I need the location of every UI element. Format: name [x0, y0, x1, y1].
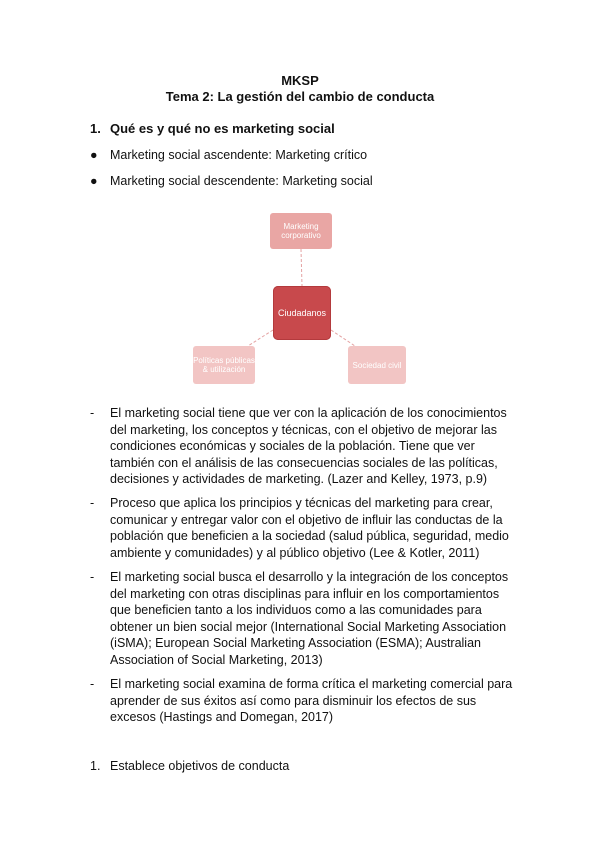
definition-item [90, 405, 520, 488]
dash-marker: - [90, 406, 95, 420]
connector-top [301, 249, 302, 286]
diagram-node-right: Sociedad civil [348, 346, 406, 384]
connector-left [248, 330, 273, 346]
diagram-node-left: Políticas públicas & utilización [193, 346, 255, 384]
dash-marker: - [90, 677, 95, 691]
definition-text: Proceso que aplica los principios y técnicas del marketing para crear, comunicar y entregar valor con el objetivo de influir las conductas de la población que beneficien a la sociedad (salud pública, seguridad, medio ambiente y comunidades) y al público objetivo (Lee & Kotler, 2011) [110, 496, 509, 560]
diagram-node-center: Ciudadanos [273, 286, 331, 340]
dash-marker: - [90, 570, 95, 584]
section-heading-1 [90, 121, 335, 136]
definition-item [90, 495, 520, 561]
definition-text: El marketing social tiene que ver con la aplicación de los conocimientos del marketing, los conceptos y técnicas, con el objetivo de mejorar las condiciones económicas y sociales de la población. Tiene que ver también con el análisis de las consecuencias sociales de las políticas, decisiones y actividades de marketing. (Lazer and Kelley, 1973, p.9) [110, 406, 507, 486]
section-number: 1. [90, 759, 101, 773]
section-heading-text: Establece objetivos de conducta [110, 759, 290, 773]
dash-marker: - [90, 496, 95, 510]
connector-right [331, 330, 355, 346]
section-number: 1. [90, 121, 101, 136]
document-subtitle: Tema 2: La gestión del cambio de conducta [165, 89, 435, 104]
diagram-node-top: Marketing corporativo [270, 213, 332, 249]
bullet-item [90, 148, 367, 162]
section-heading-text: Qué es y qué no es marketing social [110, 121, 335, 136]
bullet-marker: ● [90, 174, 98, 188]
bullet-text: Marketing social descendente: Marketing social [110, 174, 373, 188]
bullet-marker: ● [90, 148, 98, 162]
definition-item [90, 569, 520, 668]
definition-item [90, 676, 520, 726]
definition-text: El marketing social busca el desarrollo y la integración de los conceptos del marketing con otras disciplinas para influir en los comportamientos que beneficien tanto a los individuos como a las comunidades para obtener un bien social mejor (International Social Marketing Association (iSMA); European Social Marketing Association (ESMA); Australian Association of Social Marketing, 2013) [110, 570, 509, 667]
bullet-text: Marketing social ascendente: Marketing crítico [110, 148, 368, 162]
document-title: MKSP [281, 73, 319, 88]
section-heading-2 [90, 759, 289, 773]
definition-text: El marketing social examina de forma crítica el marketing comercial para aprender de sus éxitos así como para disminuir los efectos de sus excesos (Hastings and Domegan, 2017) [110, 677, 513, 724]
bullet-item [90, 174, 373, 188]
